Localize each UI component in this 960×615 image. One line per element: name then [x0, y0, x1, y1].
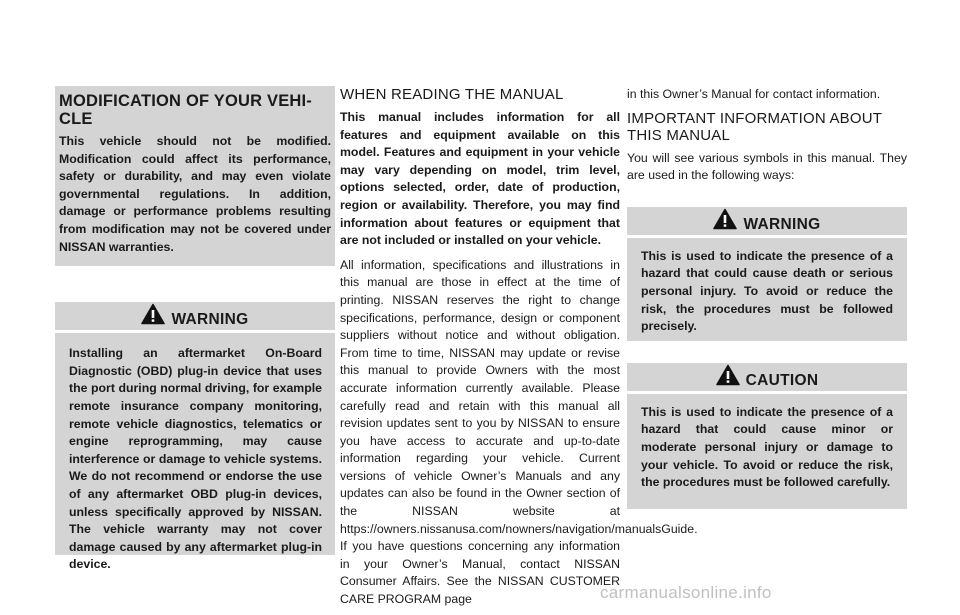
modification-section — [55, 86, 335, 266]
column-left — [55, 86, 335, 572]
warning-box-obd — [55, 302, 335, 572]
important-info-intro: You will see various symbols in this manual. They are used in the following ways: — [627, 150, 907, 183]
caution-header — [627, 363, 907, 391]
caution-box — [627, 363, 907, 509]
watermark: carmanualsonline.info — [600, 583, 772, 602]
warning-header — [55, 302, 335, 330]
reading-manual-bold-text: This manual includes information for all features and equipment available on this model. Features and equipment in your vehicle may vary depending on model, trim level, options selected, order, date of production, region or availability. Therefore, you may find information about features or equipment that are not included or installed on your vehicle. — [340, 110, 620, 248]
warning-box-symbol — [627, 207, 907, 341]
modification-title: MODIFICATION OF YOUR VEHI- CLE — [59, 92, 313, 128]
warning-triangle-icon — [713, 208, 737, 230]
important-info-title: IMPORTANT INFORMATION ABOUT THIS MANUAL — [627, 109, 882, 144]
reading-manual-title: WHEN READING THE MANUAL — [340, 86, 564, 103]
warning-header — [627, 207, 907, 235]
reading-manual-text: All information, specifications and illustrations in this manual are those in effect at the time of printing. NISSAN reserves the right to change specifications, performance, design or component suppliers without notice and without obligation. From time to time, NISSAN may update or revise this manual to provide Owners with the most accurate information currently available. Please carefully read and retain with this manual all revision updates sent to you by NISSAN to ensure you have access to accurate and up-to-date information regarding your vehicle. Current versions of vehicle Owner’s Manuals and any updates can also be found in the Owner section of the NISSAN website at https://owners.nissanusa.com/nowners/navigation/manualsGuide. If you have questions concerning any information in your Owner’s Manual, contact NISSAN Consumer Affairs. See the NISSAN CUSTOMER CARE PROGRAM page — [340, 257, 698, 607]
warning-text: Installing an aftermarket On-Board Diagnostic (OBD) plug-in device that uses the port during normal driving, for example remote insurance company monitoring, remote vehicle diagnostics, telematics or engine reprogramming, may cause interference or damage to vehicle systems. We do not recommend or endorse the use of any aftermarket OBD plug-in devices, unless specifically approved by NISSAN. The vehicle warranty may not cover damage caused by any aftermarket plug-in device. — [69, 346, 322, 572]
warning-text: This is used to indicate the presence of a hazard that could cause death or serious personal injury. To avoid or reduce the risk, the procedures must be followed precisely. — [641, 248, 893, 334]
continued-text: in this Owner’s Manual for contact information. — [627, 87, 881, 101]
warning-label: WARNING — [171, 311, 249, 329]
warning-body — [627, 235, 907, 346]
warning-label: WARNING — [743, 215, 821, 233]
column-right — [627, 86, 907, 509]
warning-body — [55, 330, 335, 584]
caution-text: This is used to indicate the presence of a hazard that could cause minor or moderate personal injury or damage to your vehicle. To avoid or reduce the risk, the procedures must be followed carefully. — [641, 404, 893, 490]
caution-body — [627, 391, 907, 502]
warning-triangle-icon — [716, 364, 740, 386]
warning-triangle-icon — [141, 303, 165, 325]
caution-label: CAUTION — [745, 371, 819, 389]
modification-text: This vehicle should not be modified. Modification could affect its performance, safety or durability, and may even violate governmental regulations. In addition, damage or performance problems resulting from modification may not be covered under NISSAN warranties. — [59, 134, 331, 254]
